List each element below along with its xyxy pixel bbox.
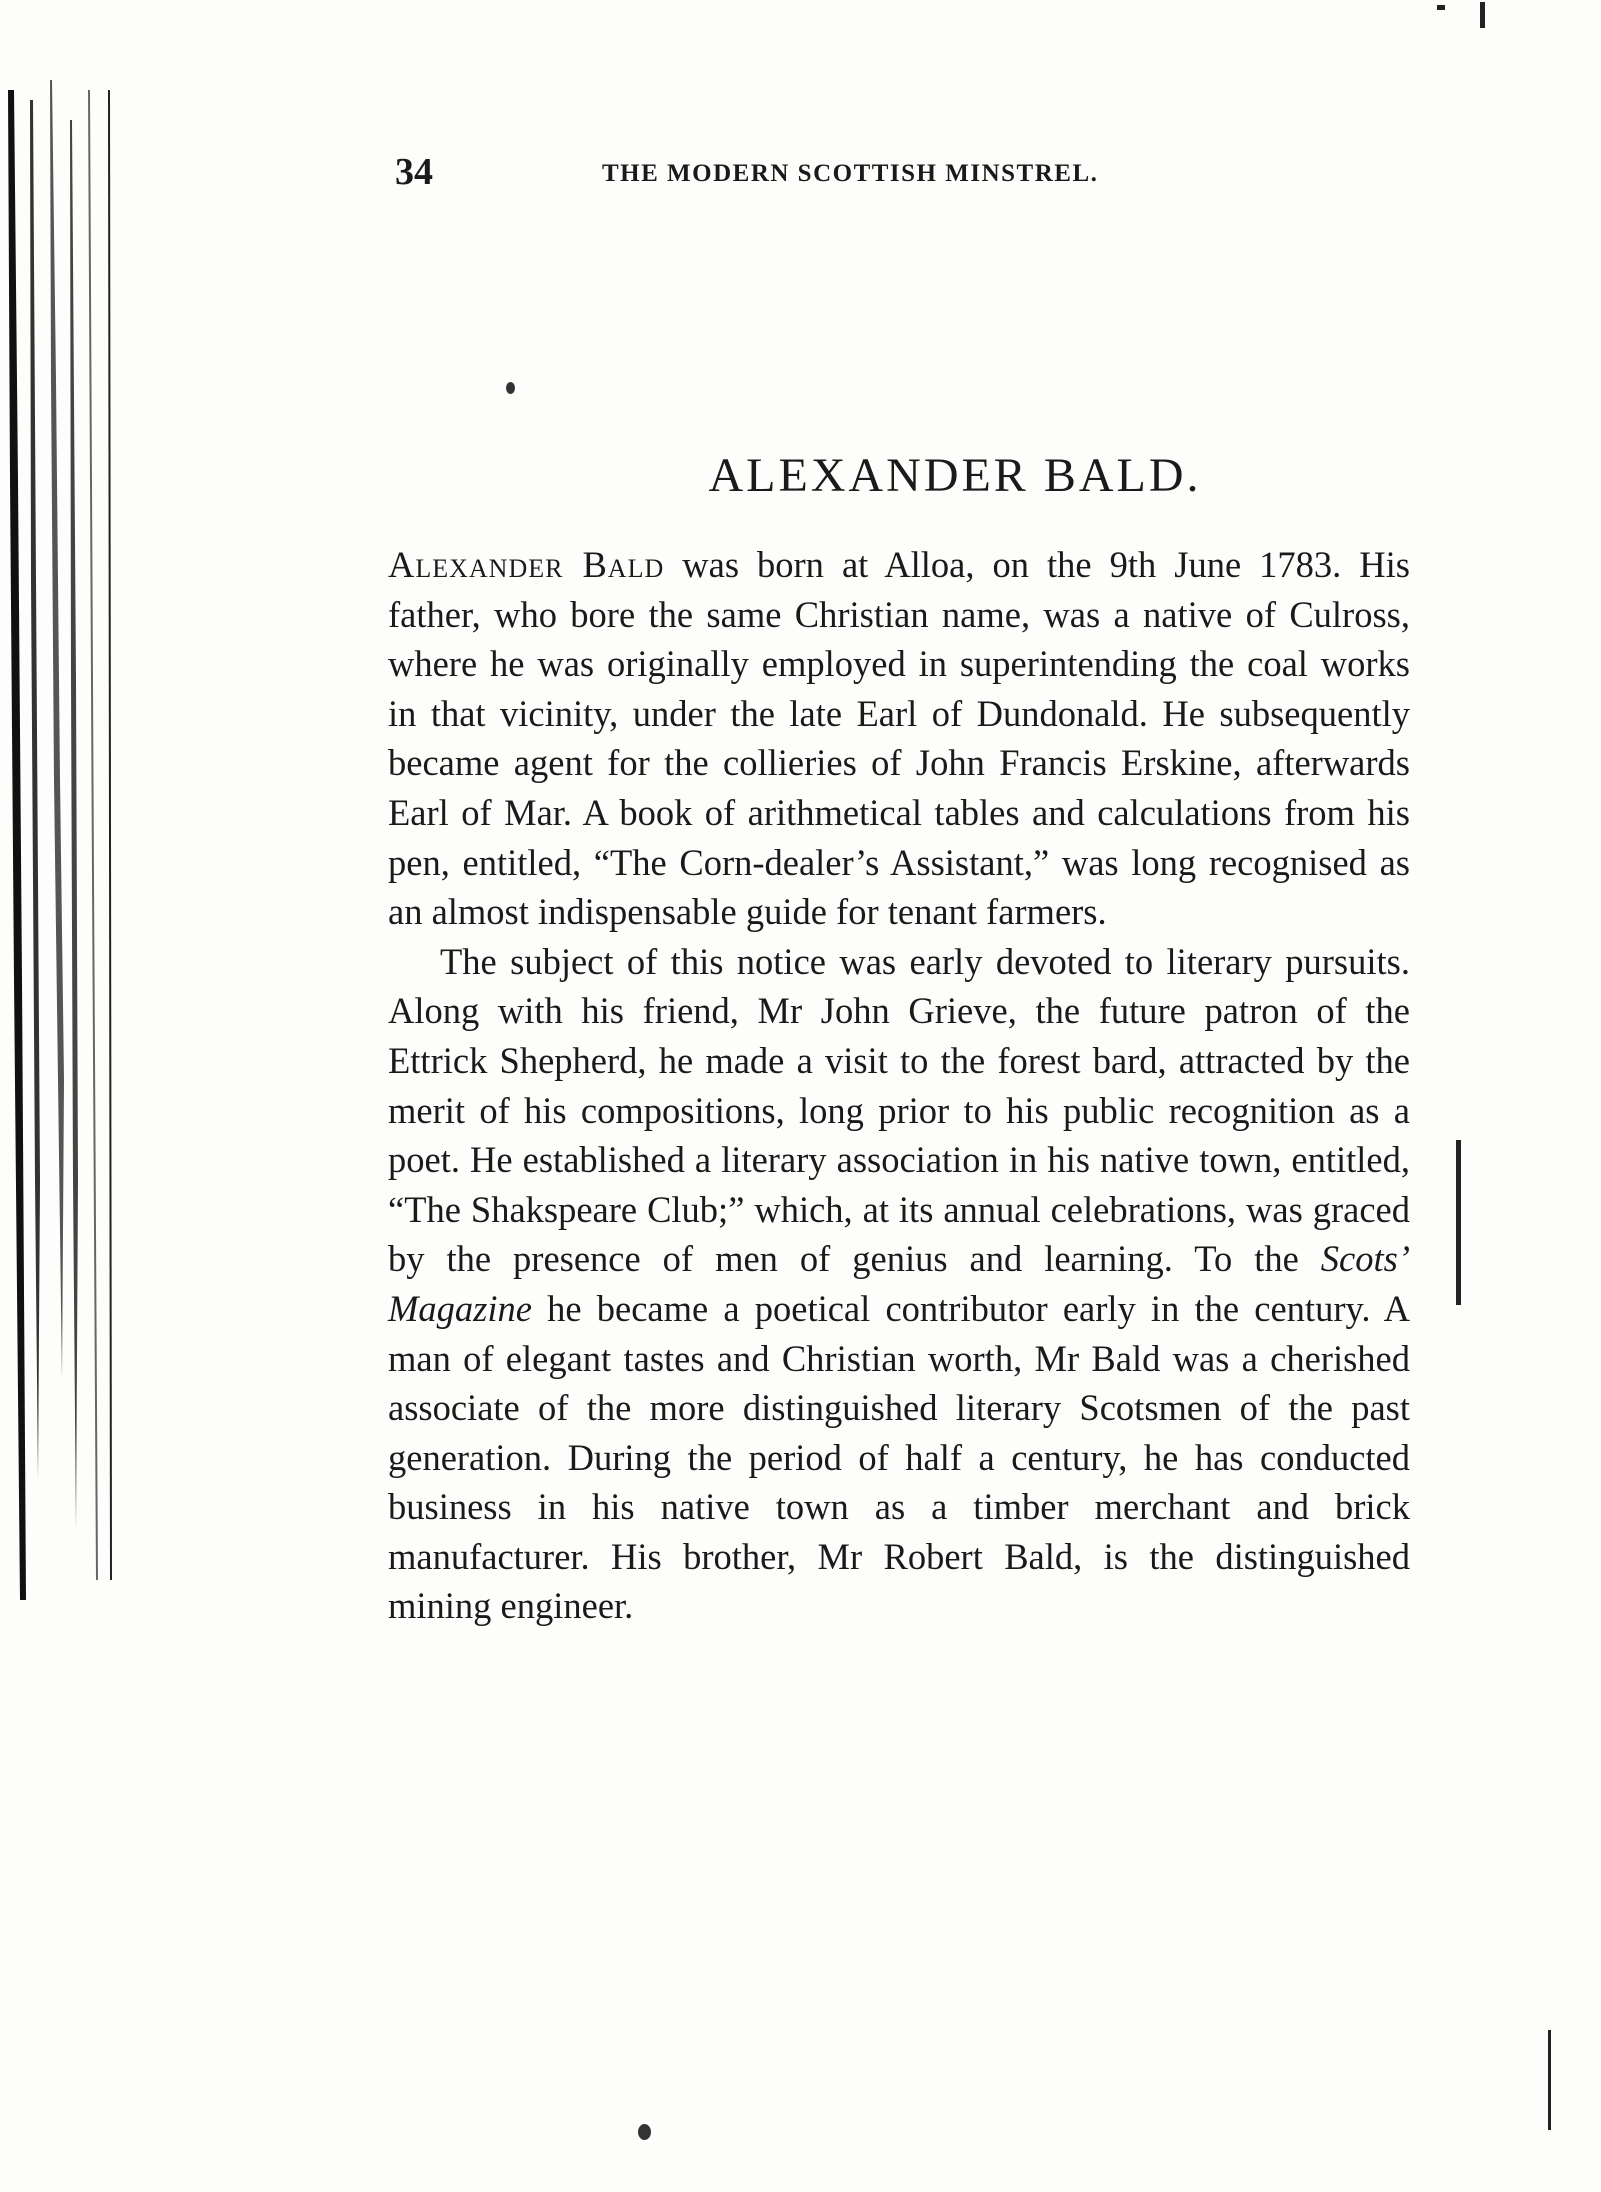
magazine-title: Scots’ Magazine [388, 1238, 1410, 1329]
edge-mark [1548, 2030, 1551, 2130]
running-head: THE MODERN SCOTTISH MINSTREL. [602, 160, 1099, 187]
paragraph-2-text-after: he became a poetical contributor early in the century. A man of elegant tastes and Christian worth, Mr Bald was a cherished associate of the more distinguished literary Scotsmen of the past generation. During the period of half a century, he has conducted business in his native town as a timber merchant and brick manufacturer. His brother, Mr Robert Bald, is the distinguished mining engineer. [388, 1287, 1410, 1627]
edge-mark [1437, 5, 1445, 10]
edge-mark [1480, 2, 1485, 28]
paragraph-2 [388, 937, 1410, 1631]
body-text [388, 540, 1410, 1631]
paragraph-1-text: was born at Alloa, on the 9th June 1783. His father, who bore the same Christian name, was a native of Culross, where he was originally employed in superintending the coal works in that vicinity, under the late Earl of Dundonald. He subsequently became agent for the collieries of John Francis Erskine, afterwards Earl of Mar. A book of arithmetical tables and calculations from his pen, entitled, “The Corn-dealer’s Assistant,” was long recognised as an almost indispensable guide for tenant farmers. [388, 544, 1410, 933]
paragraph-1 [388, 540, 1410, 937]
stray-mark [638, 2124, 651, 2140]
edge-mark [1456, 1140, 1461, 1305]
name-lead: Alexander Bald [388, 544, 665, 585]
binding-shadow-graphic [0, 80, 120, 1600]
section-title: ALEXANDER BALD. [708, 449, 1202, 502]
page-number: 34 [395, 151, 433, 193]
running-header [395, 150, 1395, 200]
stray-mark [506, 382, 515, 394]
paragraph-2-text-before: The subject of this notice was early devoted to literary pursuits. Along with his friend, Mr John Grieve, the future patron of the Ettrick Shepherd, he made a visit to the forest bard, attracted by the merit of his compositions, long prior to his public recognition as a poet. He established a literary association in his native town, entitled, “The Shakspeare Club;” which, at its annual celebrations, was graced by the presence of men of genius and learning. To the [388, 940, 1410, 1280]
binding-gutter [0, 80, 120, 1600]
